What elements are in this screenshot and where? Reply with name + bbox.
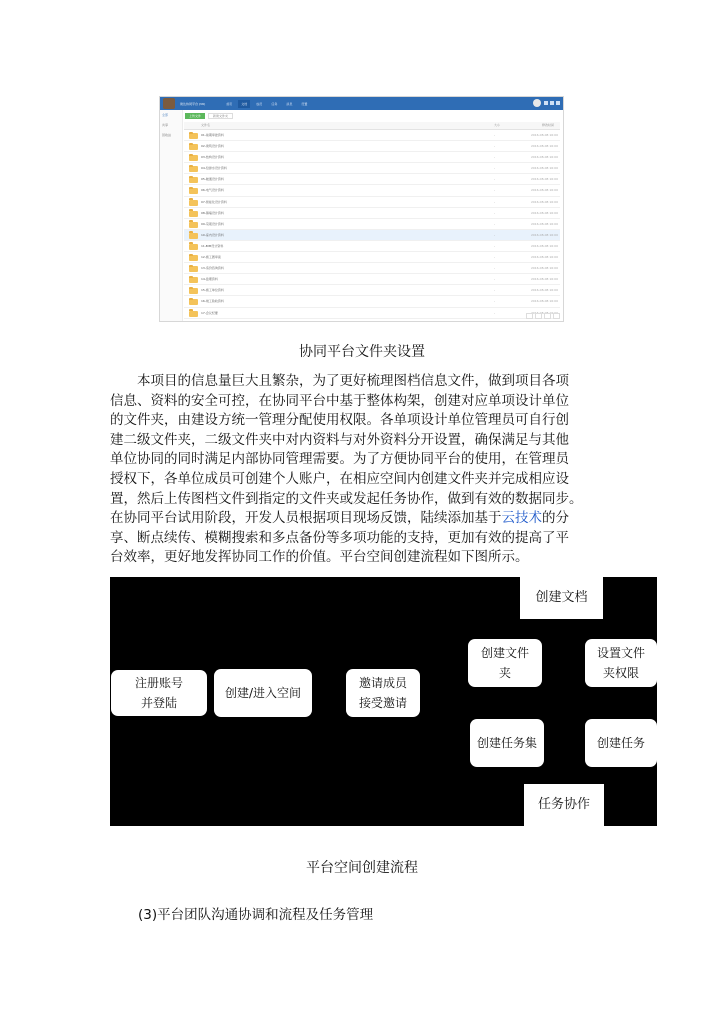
flow-step-create-folder: 创建文件 夹 bbox=[468, 639, 542, 687]
nav-item-messages[interactable]: 消息 bbox=[286, 101, 293, 106]
app-brand: 建达协同平台 (V6) bbox=[180, 101, 206, 106]
flow-group-create-doc: 创建文档 bbox=[520, 577, 603, 619]
file-name: 15-施工单位资料 bbox=[201, 288, 224, 293]
file-name: 03-结构设计资料 bbox=[201, 155, 224, 160]
file-name: 14-监理资料 bbox=[201, 277, 218, 282]
cloud-tech-link[interactable]: 云技术 bbox=[501, 510, 542, 527]
file-name: 02-建筑设计资料 bbox=[201, 144, 224, 149]
file-row[interactable] bbox=[184, 152, 560, 163]
file-date: 2016-08-08 16:00 bbox=[530, 177, 558, 182]
file-toolbar bbox=[185, 112, 559, 120]
file-name: 07-智能化设计资料 bbox=[201, 199, 227, 204]
file-size: - bbox=[494, 177, 496, 182]
file-date: 2016-08-08 16:00 bbox=[530, 299, 558, 304]
file-name: 01-前期审批资料 bbox=[201, 133, 224, 137]
file-row[interactable] bbox=[184, 252, 560, 263]
file-date: 2016-08-08 16:00 bbox=[530, 232, 558, 237]
file-date: 2016-08-08 16:00 bbox=[530, 243, 558, 248]
file-row[interactable] bbox=[184, 185, 560, 196]
file-date: 2016-08-08 16:00 bbox=[530, 144, 558, 149]
file-name: 11-BIM设计资料 bbox=[201, 243, 224, 248]
folder-icon bbox=[189, 166, 198, 172]
file-row[interactable] bbox=[184, 308, 560, 319]
paragraph-line: 授权下，各单位成员可创建个人账户，在相应空间内创建文件夹并完成相应设 bbox=[110, 470, 569, 487]
file-date: 2016-08-08 16:00 bbox=[530, 288, 558, 293]
nav-item-home[interactable]: 首页 bbox=[226, 101, 233, 106]
nav-item-docs[interactable]: 文档 bbox=[238, 100, 250, 108]
folder-icon bbox=[189, 255, 198, 261]
folder-icon bbox=[189, 288, 198, 294]
file-size: - bbox=[494, 166, 496, 171]
folder-icon bbox=[189, 233, 198, 239]
flow-step-create-taskset: 创建任务集 bbox=[470, 719, 544, 767]
file-date: 2016-08-08 16:00 bbox=[530, 210, 558, 215]
maximize-icon[interactable] bbox=[550, 101, 554, 105]
file-size: - bbox=[494, 232, 496, 237]
file-row[interactable] bbox=[184, 163, 560, 174]
file-name: 17-会议纪要 bbox=[201, 310, 218, 315]
file-table-header bbox=[184, 122, 560, 130]
flow-step-create-task: 创建任务 bbox=[585, 719, 657, 767]
file-row[interactable] bbox=[184, 197, 560, 208]
paragraph-line: 台效率，更好地发挥协同工作的价值。平台空间创建流程如下图所示。 bbox=[110, 549, 529, 566]
file-size: - bbox=[494, 155, 496, 160]
file-size: - bbox=[494, 243, 496, 248]
file-date: 2016-08-08 16:00 bbox=[530, 133, 558, 137]
file-size: - bbox=[494, 210, 496, 215]
paragraph-line bbox=[110, 509, 613, 529]
file-date: 2016-08-08 16:00 bbox=[530, 221, 558, 226]
file-name: 06-电气设计资料 bbox=[201, 188, 224, 193]
file-size: - bbox=[494, 299, 496, 304]
figure-caption-flow: 平台空间创建流程 bbox=[306, 860, 418, 876]
file-name: 09-景观设计资料 bbox=[201, 221, 224, 226]
top-nav bbox=[223, 100, 310, 108]
nav-item-members[interactable]: 成员 bbox=[256, 101, 263, 106]
app-sidebar bbox=[160, 110, 183, 321]
flow-step-register: 注册账号 并登陆 bbox=[111, 670, 207, 716]
app-logo bbox=[163, 98, 175, 109]
file-row[interactable] bbox=[184, 263, 560, 274]
file-row[interactable] bbox=[184, 174, 560, 185]
file-manager-screenshot bbox=[159, 96, 564, 322]
file-date: 2016-08-08 16:00 bbox=[530, 266, 558, 271]
file-name: 13-造价咨询资料 bbox=[201, 266, 224, 271]
file-row[interactable] bbox=[184, 219, 560, 230]
sidebar-item-all[interactable]: 全部 bbox=[162, 113, 169, 117]
file-row[interactable] bbox=[184, 274, 560, 285]
folder-icon bbox=[189, 266, 198, 272]
file-date: 2016-08-08 16:00 bbox=[530, 199, 558, 204]
paragraph-line: 的文件夹，由建设方统一管理分配使用权限。各单项设计单位管理员可自行创 bbox=[110, 412, 569, 429]
file-size: - bbox=[494, 221, 496, 226]
column-size[interactable]: 大小 bbox=[494, 123, 501, 127]
file-list bbox=[184, 130, 560, 319]
folder-icon bbox=[189, 133, 198, 139]
minimize-icon[interactable] bbox=[544, 101, 548, 105]
folder-icon bbox=[189, 277, 198, 283]
page-next-icon[interactable] bbox=[544, 313, 551, 319]
folder-icon bbox=[189, 222, 198, 228]
page-last-icon[interactable] bbox=[553, 313, 560, 319]
file-name: 16-竣工验收资料 bbox=[201, 299, 224, 304]
file-size: - bbox=[494, 255, 496, 260]
user-avatar[interactable] bbox=[533, 99, 541, 107]
file-row[interactable] bbox=[184, 130, 560, 141]
upload-button[interactable]: 上传文件 bbox=[185, 113, 205, 119]
page-first-icon[interactable] bbox=[526, 313, 533, 319]
folder-icon bbox=[189, 177, 198, 183]
nav-item-settings[interactable]: 设置 bbox=[301, 101, 308, 106]
folder-icon bbox=[189, 244, 198, 250]
paragraph-line: 信息、资料的安全可控，在协同平台中基于整体构架，创建对应单项设计单位 bbox=[110, 392, 569, 409]
file-date: 2016-08-08 16:00 bbox=[530, 188, 558, 193]
file-name: 05-暖通设计资料 bbox=[201, 177, 224, 182]
file-size: - bbox=[494, 288, 496, 293]
folder-icon bbox=[189, 155, 198, 161]
file-row[interactable] bbox=[184, 230, 560, 241]
space-creation-flow-diagram bbox=[110, 577, 657, 826]
flow-step-set-permission: 设置文件 夹权限 bbox=[585, 639, 657, 687]
paragraph-line: 本项目的信息量巨大且繁杂，为了更好梳理图档信息文件，做到项目各项 bbox=[137, 373, 569, 389]
column-name[interactable]: 文件名 bbox=[201, 123, 211, 127]
file-size: - bbox=[494, 199, 496, 204]
file-date: 2016-08-08 16:00 bbox=[530, 155, 558, 160]
window-controls bbox=[544, 101, 560, 105]
page-prev-icon[interactable] bbox=[535, 313, 542, 319]
paragraph-line: 享、断点续传、模糊搜索和多点备份等多项功能的支持，更加有效的提高了平 bbox=[110, 529, 569, 546]
file-name: 04-给排水设计资料 bbox=[201, 166, 227, 171]
paragraph-text: 在协同平台试用阶段，开发人员根据项目现场反馈，陆续添加基于 bbox=[110, 510, 502, 527]
paragraph-line: 建二级文件夹，二级文件夹中对内资料与对外资料分开设置，确保满足与其他 bbox=[110, 431, 569, 448]
flow-step-enter-space: 创建/进入空间 bbox=[214, 669, 312, 717]
file-name: 08-幕墙设计资料 bbox=[201, 210, 224, 215]
new-folder-button[interactable]: 新建文件夹 bbox=[208, 113, 233, 119]
flow-group-task-collab: 任务协作 bbox=[524, 784, 604, 826]
file-date: 2016-08-08 16:00 bbox=[530, 166, 558, 171]
file-size: - bbox=[494, 188, 496, 193]
file-row[interactable] bbox=[184, 241, 560, 252]
flow-step-invite: 邀请成员 接受邀请 bbox=[346, 669, 420, 717]
sidebar-item-shared[interactable]: 共享 bbox=[162, 123, 169, 127]
folder-icon bbox=[189, 200, 198, 206]
paragraph-line: 置，然后上传图档文件到指定的文件夹或发起任务协作，做到有效的数据同步。 bbox=[110, 490, 583, 507]
folder-icon bbox=[189, 211, 198, 217]
close-icon[interactable] bbox=[556, 101, 560, 105]
file-date: 2016-08-08 16:00 bbox=[530, 310, 558, 315]
section-subheading: (3)平台团队沟通协调和流程及任务管理 bbox=[138, 907, 374, 923]
folder-icon bbox=[189, 299, 198, 305]
folder-icon bbox=[189, 311, 198, 317]
file-row[interactable] bbox=[184, 141, 560, 152]
column-date[interactable]: 修改时间 bbox=[541, 123, 554, 127]
paragraph-text: 的分 bbox=[542, 510, 569, 527]
folder-icon bbox=[189, 188, 198, 194]
file-date: 2016-08-08 16:00 bbox=[530, 277, 558, 282]
body-paragraph bbox=[110, 372, 613, 568]
file-size: - bbox=[494, 266, 496, 271]
file-size: - bbox=[494, 144, 496, 149]
file-row[interactable] bbox=[184, 285, 560, 296]
file-row[interactable] bbox=[184, 208, 560, 219]
app-topbar bbox=[160, 97, 563, 110]
figure-caption-folders: 协同平台文件夹设置 bbox=[299, 344, 425, 360]
file-name: 12-施工图审查 bbox=[201, 255, 221, 260]
folder-icon bbox=[189, 144, 198, 150]
nav-item-tasks[interactable]: 任务 bbox=[271, 101, 278, 106]
file-name: 10-室内设计资料 bbox=[201, 232, 224, 237]
file-size: - bbox=[494, 133, 496, 137]
file-size: - bbox=[494, 277, 496, 282]
file-date: 2016-08-08 16:00 bbox=[530, 255, 558, 260]
sidebar-item-trash[interactable]: 回收站 bbox=[162, 133, 172, 137]
paragraph-line: 单位协同的同时满足内部协同管理需要。为了方便协同平台的使用，在管理员 bbox=[110, 451, 569, 468]
file-size: - bbox=[494, 310, 496, 315]
file-row[interactable] bbox=[184, 296, 560, 307]
